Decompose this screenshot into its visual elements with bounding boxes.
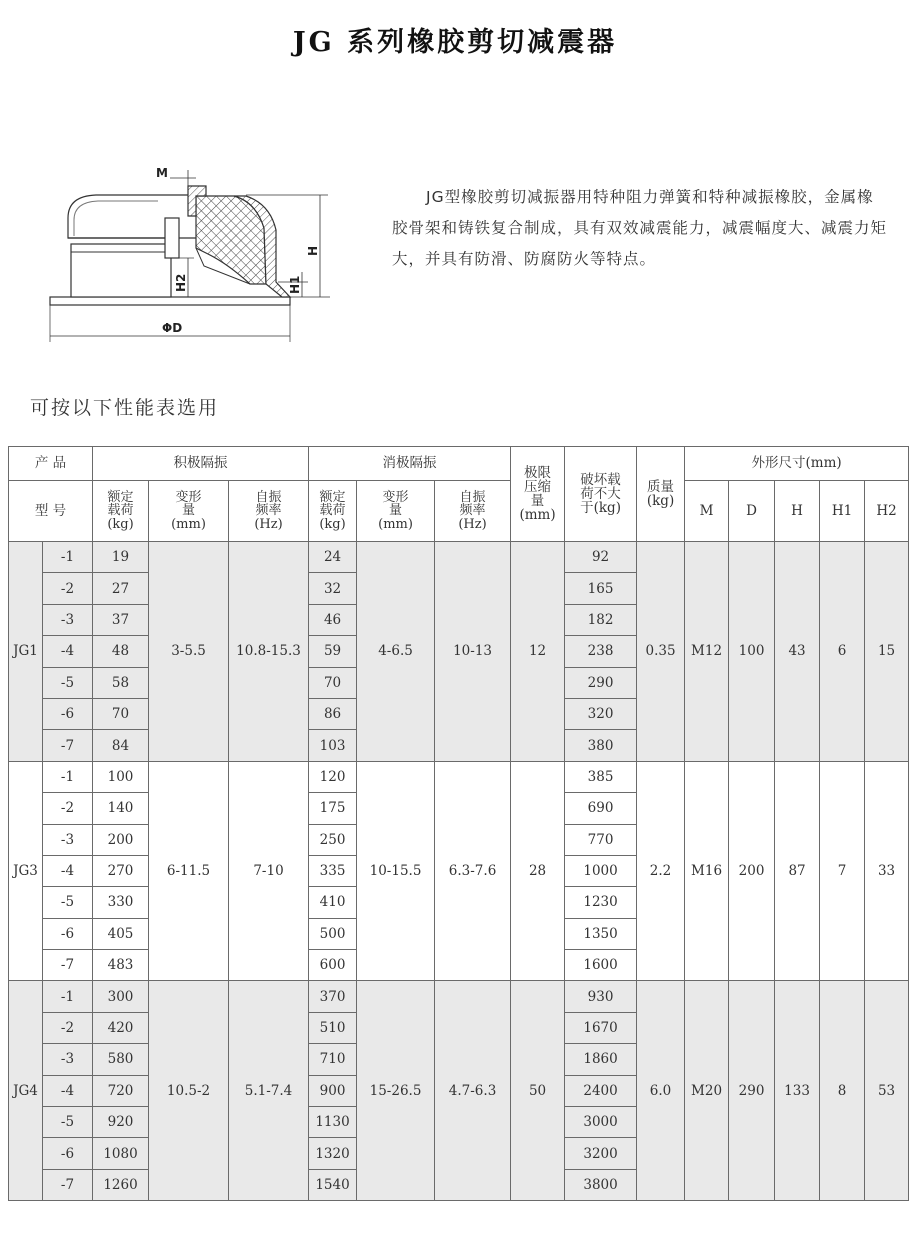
passive-freq-cell: 4.7-6.3 [435,981,511,1201]
active-load-cell: 200 [93,824,149,855]
sub-model-cell: -2 [43,573,93,604]
header-product: 产 品 [9,447,93,481]
sub-model-cell: -7 [43,1169,93,1200]
dim-h2-cell: 33 [865,761,909,981]
passive-load-cell: 103 [309,730,357,761]
sub-model-cell: -5 [43,667,93,698]
passive-deform-cell: 4-6.5 [357,542,435,762]
dim-m-cell: M12 [685,542,729,762]
active-freq-cell: 10.8-15.3 [229,542,309,762]
sub-model-cell: -1 [43,761,93,792]
header-dimensions: 外形尺寸(mm) [685,447,909,481]
header-active-freq: 自振 频率 (Hz) [229,481,309,542]
passive-load-cell: 500 [309,918,357,949]
dim-d-cell: 290 [729,981,775,1201]
sub-model-cell: -4 [43,855,93,886]
active-load-cell: 1080 [93,1138,149,1169]
passive-load-cell: 510 [309,1012,357,1043]
header-passive-load: 额定 载荷 (kg) [309,481,357,542]
sub-model-cell: -2 [43,793,93,824]
active-load-cell: 70 [93,698,149,729]
passive-load-cell: 370 [309,981,357,1012]
active-load-cell: 100 [93,761,149,792]
dim-m-cell: M16 [685,761,729,981]
active-load-cell: 1260 [93,1169,149,1200]
mass-cell: 2.2 [637,761,685,981]
break-load-cell: 690 [565,793,637,824]
active-load-cell: 580 [93,1044,149,1075]
dim-d-cell: 100 [729,542,775,762]
passive-freq-cell: 10-13 [435,542,511,762]
sub-model-cell: -3 [43,604,93,635]
mass-cell: 6.0 [637,981,685,1201]
passive-load-cell: 70 [309,667,357,698]
break-load-cell: 3000 [565,1107,637,1138]
break-load-cell: 770 [565,824,637,855]
passive-load-cell: 410 [309,887,357,918]
dim-m-cell: M20 [685,981,729,1201]
group-jg1 [9,542,909,762]
passive-load-cell: 900 [309,1075,357,1106]
dim-d-label: ΦD [162,321,183,335]
performance-table [8,446,909,1201]
active-deform-cell: 6-11.5 [149,761,229,981]
header-dim-h: H [775,481,820,542]
break-load-cell: 380 [565,730,637,761]
active-load-cell: 27 [93,573,149,604]
limit-cell: 28 [511,761,565,981]
active-deform-cell: 3-5.5 [149,542,229,762]
break-load-cell: 238 [565,636,637,667]
dim-h1-cell: 8 [820,981,865,1201]
sub-model-cell: -1 [43,981,93,1012]
header-model: 型 号 [9,481,93,542]
sub-model-cell: -7 [43,950,93,981]
dim-h1-cell: 7 [820,761,865,981]
break-load-cell: 3200 [565,1138,637,1169]
passive-load-cell: 250 [309,824,357,855]
break-load-cell: 1860 [565,1044,637,1075]
header-mass: 质量 (kg) [637,447,685,542]
limit-cell: 12 [511,542,565,762]
header-dim-h2: H2 [865,481,909,542]
dim-m-label: M [156,166,168,180]
header-active-isolation: 积极隔振 [93,447,309,481]
limit-cell: 50 [511,981,565,1201]
active-load-cell: 37 [93,604,149,635]
passive-load-cell: 1540 [309,1169,357,1200]
break-load-cell: 385 [565,761,637,792]
sub-model-cell: -1 [43,542,93,573]
sub-model-cell: -3 [43,824,93,855]
dim-h2-cell: 15 [865,542,909,762]
break-load-cell: 1600 [565,950,637,981]
sub-model-cell: -5 [43,1107,93,1138]
dim-h2-cell: 53 [865,981,909,1201]
active-load-cell: 300 [93,981,149,1012]
break-load-cell: 930 [565,981,637,1012]
dim-d-cell: 200 [729,761,775,981]
passive-deform-cell: 15-26.5 [357,981,435,1201]
break-load-cell: 2400 [565,1075,637,1106]
dim-h1-label: H1 [288,275,302,294]
header-passive-deform: 变形 量 (mm) [357,481,435,542]
passive-load-cell: 710 [309,1044,357,1075]
active-load-cell: 420 [93,1012,149,1043]
break-load-cell: 1230 [565,887,637,918]
sub-model-cell: -6 [43,1138,93,1169]
passive-freq-cell: 6.3-7.6 [435,761,511,981]
sub-model-cell: -7 [43,730,93,761]
dim-h-label: H [306,245,320,256]
header-passive-freq: 自振 频率 (Hz) [435,481,511,542]
active-load-cell: 405 [93,918,149,949]
active-freq-cell: 5.1-7.4 [229,981,309,1201]
sub-model-cell: -6 [43,698,93,729]
active-load-cell: 330 [93,887,149,918]
active-load-cell: 483 [93,950,149,981]
passive-load-cell: 120 [309,761,357,792]
break-load-cell: 290 [565,667,637,698]
break-load-cell: 320 [565,698,637,729]
break-load-cell: 182 [565,604,637,635]
active-freq-cell: 7-10 [229,761,309,981]
break-load-cell: 92 [565,542,637,573]
mass-cell: 0.35 [637,542,685,762]
sub-model-cell: -2 [43,1012,93,1043]
header-break-load: 破坏载 荷不大 于(kg) [565,447,637,542]
sub-model-cell: -4 [43,1075,93,1106]
dim-h-cell: 43 [775,542,820,762]
break-load-cell: 3800 [565,1169,637,1200]
header-dim-m: M [685,481,729,542]
group-jg3 [9,761,909,981]
header-dim-h1: H1 [820,481,865,542]
table-row [9,542,909,573]
active-load-cell: 48 [93,636,149,667]
product-description: JG型橡胶剪切减振器用特种阻力弹簧和特种减振橡胶，金属橡胶骨架和铸铁复合制成，具有双效减震能力，减震幅度大、减震力矩大，并具有防滑、防腐防火等特点。 [392,188,888,268]
damper-cross-section-diagram [38,156,348,350]
active-load-cell: 920 [93,1107,149,1138]
passive-load-cell: 46 [309,604,357,635]
header-active-deform: 变形 量 (mm) [149,481,229,542]
break-load-cell: 1000 [565,855,637,886]
model-cell: JG4 [9,981,43,1201]
header-limit-compression: 极限 压缩 量 (mm) [511,447,565,542]
active-load-cell: 270 [93,855,149,886]
break-load-cell: 1350 [565,918,637,949]
header-active-load: 额定 载荷 (kg) [93,481,149,542]
header-passive-isolation: 消极隔振 [309,447,511,481]
active-load-cell: 84 [93,730,149,761]
table-row [9,761,909,792]
passive-deform-cell: 10-15.5 [357,761,435,981]
sub-model-cell: -5 [43,887,93,918]
break-load-cell: 165 [565,573,637,604]
active-load-cell: 19 [93,542,149,573]
break-load-cell: 1670 [565,1012,637,1043]
passive-load-cell: 32 [309,573,357,604]
page-title: JG 系列橡胶剪切减震器 [292,27,618,58]
model-cell: JG1 [9,542,43,762]
passive-load-cell: 24 [309,542,357,573]
dim-h1-cell: 6 [820,542,865,762]
passive-load-cell: 600 [309,950,357,981]
sub-model-cell: -3 [43,1044,93,1075]
passive-load-cell: 1320 [309,1138,357,1169]
header-dim-d: D [729,481,775,542]
dim-h2-label: H2 [174,273,188,292]
dim-h-cell: 133 [775,981,820,1201]
active-load-cell: 140 [93,793,149,824]
active-load-cell: 58 [93,667,149,698]
table-row [9,981,909,1012]
table-subtitle: 可按以下性能表选用 [30,397,220,419]
sub-model-cell: -6 [43,918,93,949]
sub-model-cell: -4 [43,636,93,667]
passive-load-cell: 86 [309,698,357,729]
group-jg4 [9,981,909,1201]
model-cell: JG3 [9,761,43,981]
passive-load-cell: 335 [309,855,357,886]
passive-load-cell: 175 [309,793,357,824]
active-load-cell: 720 [93,1075,149,1106]
active-deform-cell: 10.5-2 [149,981,229,1201]
dim-h-cell: 87 [775,761,820,981]
passive-load-cell: 1130 [309,1107,357,1138]
passive-load-cell: 59 [309,636,357,667]
